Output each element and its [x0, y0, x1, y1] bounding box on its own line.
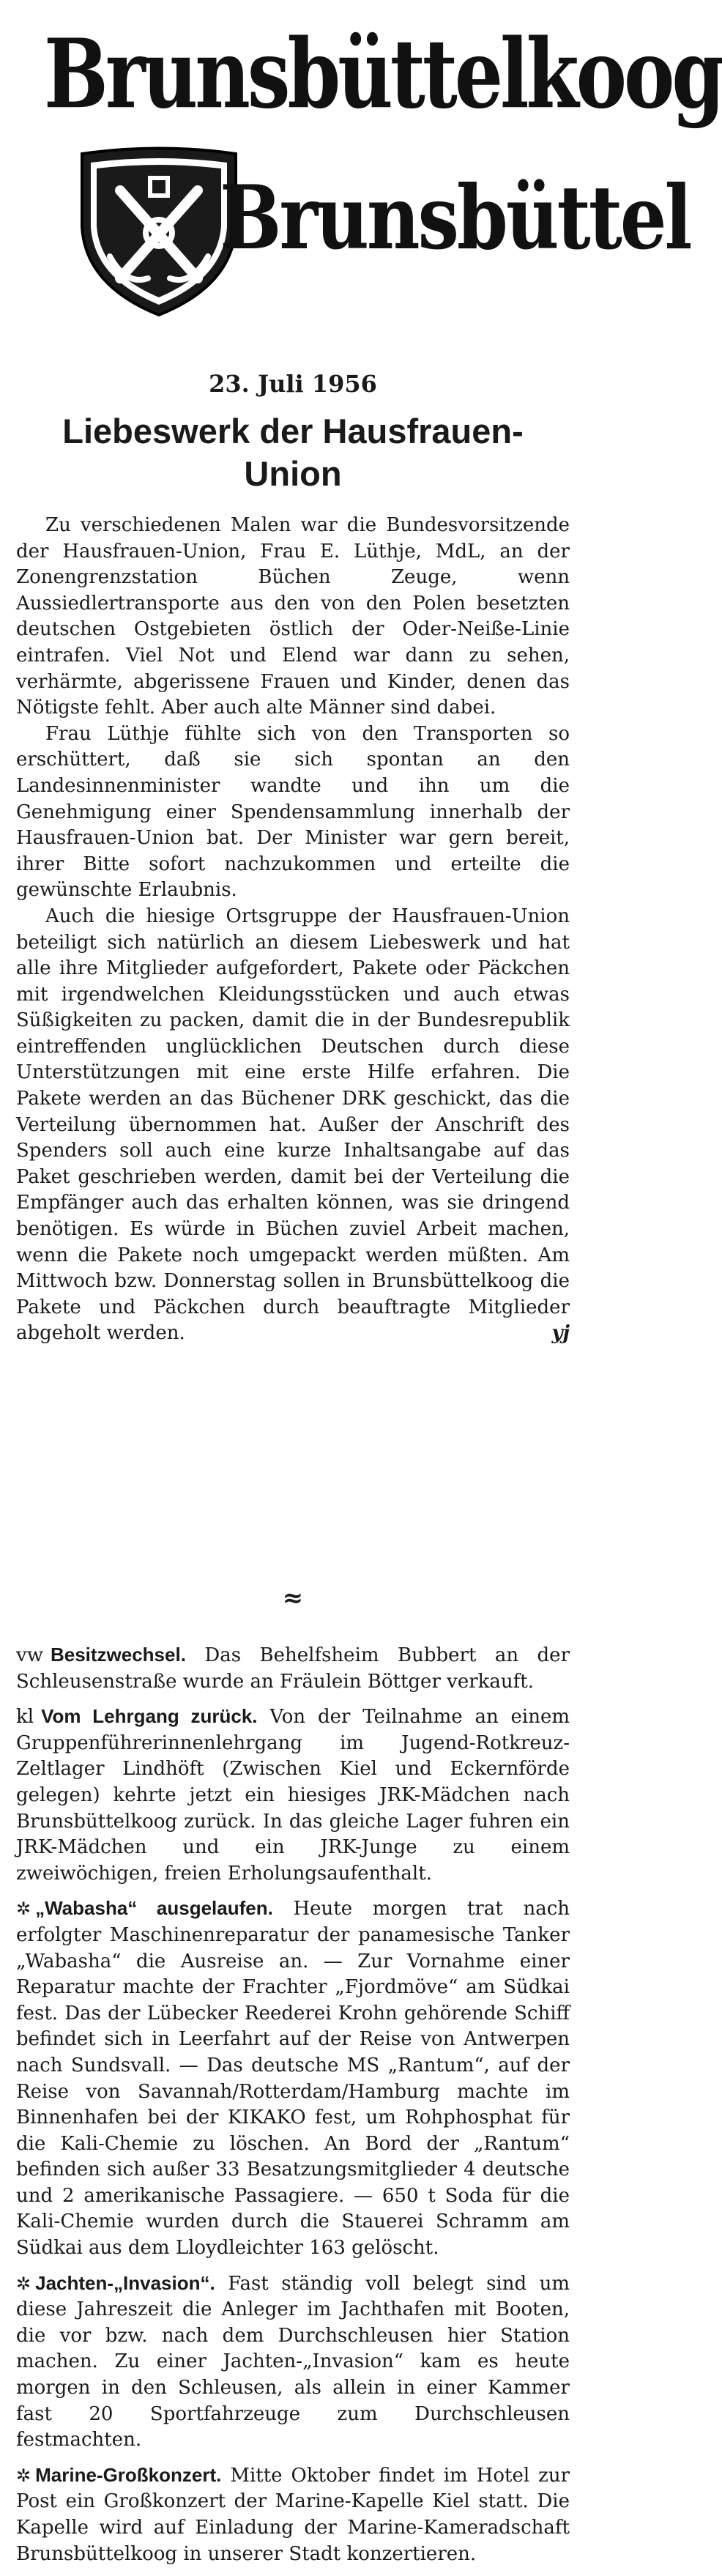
brief-item	[16, 1642, 570, 1695]
article-paragraph-text: Auch die hiesige Ortsgruppe der Hausfrauen-Union beteiligt sich natürlich an diesem Liebeswerk und hat alle ihre Mitglieder aufgefordert, Pakete oder Päckchen mit irgendwelchen Kleidungsstücken und auch etwas Süßigkeiten zu packen, damit die in der Bundesrepublik eintreffenden unglücklichen Deutschen durch diese Unterstützungen mit eine erste Hilfe erfahren. Die Pakete werden an das Büchener DRK geschickt, das die Verteilung übernommen hat. Außer der Anschrift des Spenders soll auch eine kurze Inhaltsangabe auf das Paket geschrieben werden, damit bei der Verteilung die Empfänger auch das erhalten können, was sie dringend benötigen. Es würde in Büchen zuviel Arbeit machen, wenn die Pakete noch umgepackt werden müßten. Am Mittwoch bzw. Donnerstag sollen in Brunsbüttelkoog die Pakete und Päckchen durch beauftragte Mitglieder abgeholt werden.	[16, 905, 570, 1345]
dateline: 23. Juli 1956	[209, 370, 377, 398]
brief-prefix: kl	[16, 1706, 34, 1729]
brief-star-icon: ✲	[16, 2273, 31, 2294]
brief-title: Marine-Großkonzert.	[35, 2463, 222, 2486]
brief-title: Vom Lehrgang zurück.	[41, 1705, 258, 1728]
brief-title: Jachten-„Invasion“.	[35, 2271, 215, 2294]
brief-item	[16, 2462, 570, 2567]
article-body	[16, 513, 570, 1347]
article-paragraph: Zu verschiedenen Malen war die Bundesvorsitzende der Hausfrauen-Union, Frau E. Lüthje, MdL, an der Zonengrenzstation Büchen Zeuge, wenn Aussiedlertransporte aus den von den Polen besetzten deutschen Ostgebieten östlich der Oder-Neiße-Linie eintrafen. Viel Not und Elend war dann zu sehen, verhärmte, abgerissene Frauen und Kinder, denen das Nötigste fehlt. Aber auch alte Männer sind dabei.	[16, 514, 570, 719]
brief-text: Fast ständig voll belegt sind um diese Jahreszeit die Anleger im Jachthafen mit Booten, die vor bzw. nach dem Durchschleusen hier Station machen. Zu einer Jachten-„Invasion“ kam es heute morgen in den Schleusen, als allein in einer Kammer fast 20 Sportfahrzeuge zum Durchschleusen festmachten.	[16, 2272, 570, 2451]
article-paragraph: Frau Lüthje fühlte sich von den Transporten so erschüttert, daß sie sich spontan an den Landesinnenminister wandte und ihn um die Genehmigung einer Spendensammlung innerhalb der Hausfrauen-Union bat. Der Minister war gern bereit, ihrer Bitte sofort nachzukommen und erteilte die gewünschte Erlaubnis.	[16, 722, 570, 902]
brief-title: Besitzwechsel.	[50, 1644, 186, 1666]
brief-item	[16, 1704, 570, 1887]
section-divider: ≈	[282, 1584, 304, 1613]
brief-text: Mitte Oktober findet im Hotel zur Post ein Großkonzert der Marine-Kapelle Kiel statt. Die Kapelle wird auf Einladung der Marine-Kameradschaft Brunsbüttelkoog in unserer Stadt konzertieren.	[16, 2464, 570, 2565]
masthead-title-line2: Brunsbüttel	[220, 166, 691, 270]
brief-item	[16, 2271, 570, 2454]
article-paragraph	[16, 904, 570, 1347]
headline: Liebeswerk der Hausfrauen-Union	[62, 412, 524, 493]
masthead-title-line1: Brunsbüttelkoog	[44, 17, 722, 130]
author-signature: yj	[551, 1322, 570, 1345]
coat-of-arms-icon	[75, 139, 243, 322]
local-briefs	[16, 1642, 570, 2576]
brief-text: Heute morgen trat nach erfolgter Maschinenreparatur der panamesische Tanker „Wabasha“ die Ausreise an. — Zur Vornahme einer Reparatur machte der Frachter „Fjordmöve“ am Südkai fest. Das der Lübecker Reederei Krohn gehörende Schiff befindet sich in Leerfahrt auf der Reise von Antwerpen nach Sundsvall. — Das deutsche MS „Rantum“, auf der Reise von Savannah/Rotterdam/Hamburg machte im Binnenhafen bei der KIKAKO fest, um Rohphosphat für die Kali-Chemie zu löschen. An Bord der „Rantum“ befinden sich außer 33 Besatzungsmitglieder 4 deutsche und 2 amerikanische Passagiere. — 650 t Soda für die Kali-Chemie wurden durch die Stauerei Schramm am Südkai aus dem Lloydleichter 163 gelöscht.	[16, 1898, 570, 2260]
masthead	[29, 15, 722, 337]
brief-star-icon: ✲	[16, 1898, 31, 1920]
brief-prefix: vw	[16, 1644, 43, 1666]
brief-text: Von der Teilnahme an einem Gruppenführerinnenlehrgang im Jugend-Rotkreuz-Zeltlager Lindhöft (Zwischen Kiel und Eckernförde gelegen) kehrte jetzt ein hiesiges JRK-Mädchen nach Brunsbüttelkoog zurück. In das gleiche Lager fuhren ein JRK-Mädchen und ein JRK-Junge zu einem zweiwöchigen, freien Erholungsaufenthalt.	[16, 1706, 570, 1885]
brief-text: Das Behelfsheim Bubbert an der Schleusenstraße wurde an Fräulein Böttger verkauft.	[16, 1644, 570, 1693]
brief-item	[16, 1896, 570, 2261]
brief-star-icon: ✲	[16, 2465, 31, 2486]
brief-title: „Wabasha“ ausgelaufen.	[35, 1897, 273, 1920]
